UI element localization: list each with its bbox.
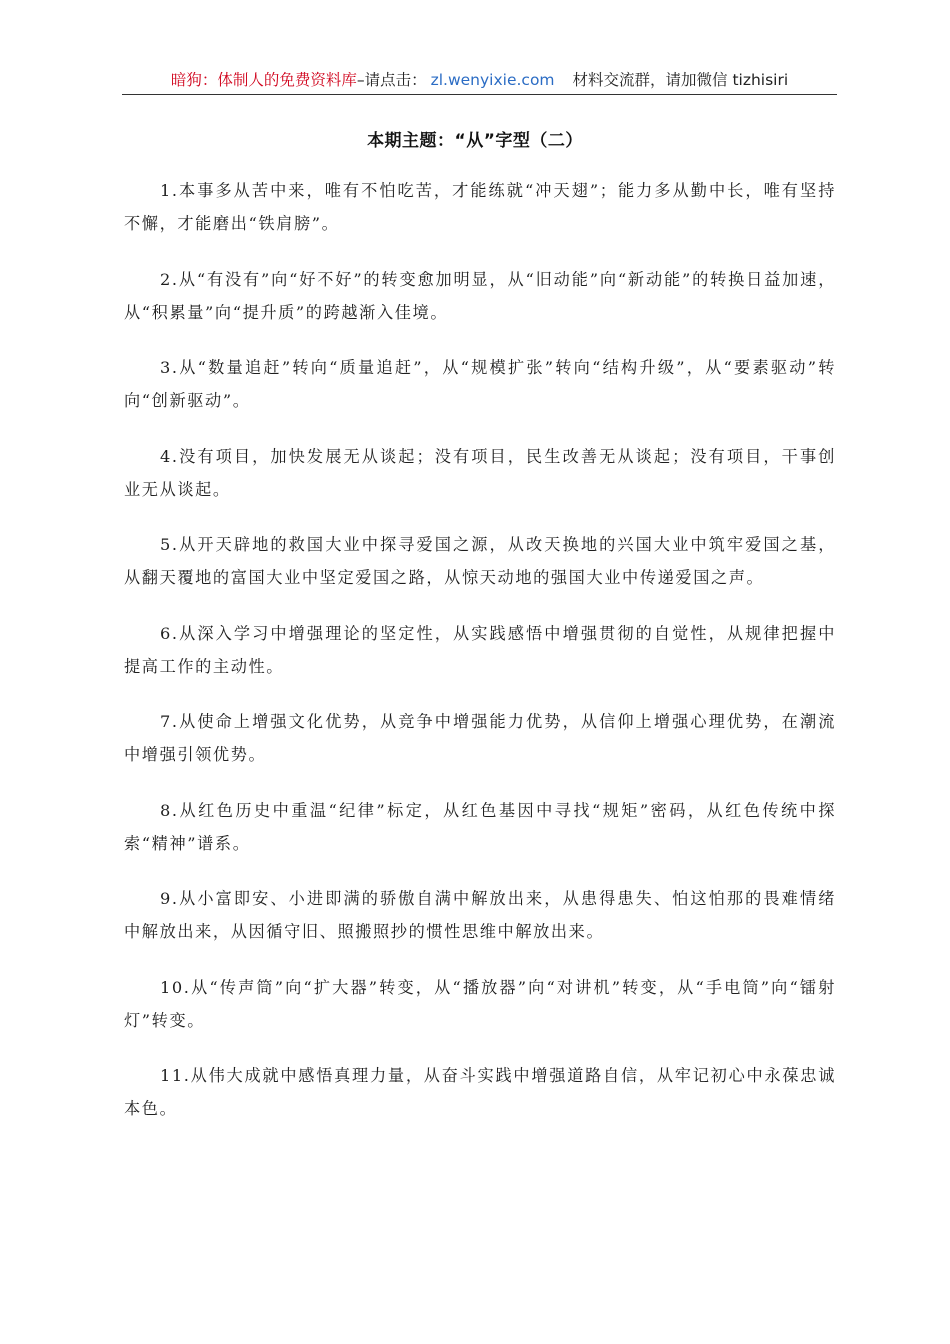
list-item-4: 4.没有项目，加快发展无从谈起；没有项目，民生改善无从谈起；没有项目，干事创业无从谈起。: [124, 446, 836, 499]
list-item-6: 6.从深入学习中增强理论的坚定性，从实践感悟中增强贯彻的自觉性，从规律把握中提高工作的主动性。: [124, 623, 836, 676]
page-title: 本期主题：“从”字型（二）: [367, 131, 583, 151]
list-item-1: 1.本事多从苦中来，唯有不怕吃苦，才能练就“冲天翅”；能力多从勤中长，唯有坚持不懈，才能磨出“铁肩膀”。: [124, 181, 836, 233]
list-item-5: 5.从开天辟地的救国大业中探寻爱国之源，从改天换地的兴国大业中筑牢爱国之基，从翻天覆地的富国大业中坚定爱国之路，从惊天动地的强国大业中传递爱国之声。: [124, 535, 836, 587]
header-brand: 暗狗：体制人的免费资料库: [170, 71, 357, 89]
list-item-2: 2.从“有没有”向“好不好”的转变愈加明显，从“旧动能”向“新动能”的转换日益加速，从“积累量”向“提升质”的跨越渐入佳境。: [124, 269, 836, 322]
list-item-11: 11.从伟大成就中感悟真理力量，从奋斗实践中增强道路自信，从牢记初心中永葆忠诚本色。: [124, 1066, 836, 1118]
list-item-9: 9.从小富即安、小进即满的骄傲自满中解放出来，从患得患失、怕这怕那的畏难情绪中解放出来，从因循守旧、照搬照抄的惯性思维中解放出来。: [124, 889, 836, 941]
header-url-link[interactable]: zl.wenyixie.com: [430, 71, 555, 89]
page-header: [122, 66, 837, 95]
item-list: [124, 174, 836, 1148]
header-cta: –请点击：: [356, 71, 427, 89]
list-item-3: 3.从“数量追赶”转向“质量追赶”，从“规模扩张”转向“结构升级”，从“要素驱动”转向“创新驱动”。: [124, 358, 836, 410]
list-item-8: 8.从红色历史中重温“纪律”标定，从红色基因中寻找“规矩”密码，从红色传统中探索“精神”谱系。: [124, 800, 836, 853]
list-item-7: 7.从使命上增强文化优势，从竞争中增强能力优势，从信仰上增强心理优势，在潮流中增强引领优势。: [124, 712, 836, 764]
list-item-10: 10.从“传声筒”向“扩大器”转变，从“播放器”向“对讲机”转变，从“手电筒”向“镭射灯”转变。: [124, 977, 836, 1030]
header-note: 材料交流群，请加微信 tizhisiri: [572, 71, 789, 89]
